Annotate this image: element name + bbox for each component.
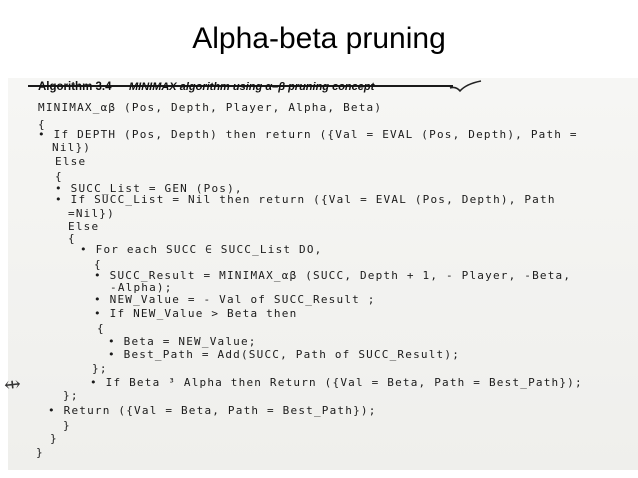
algorithm-caption: MINIMAX algorithm using α–β pruning concept xyxy=(128,81,375,93)
code-line: • SUCC_List = GEN (Pos), xyxy=(55,182,243,195)
code-line: { xyxy=(68,232,76,245)
code-line: }; xyxy=(63,389,79,402)
code-line: } xyxy=(50,432,58,445)
algorithm-header xyxy=(38,80,374,93)
algorithm-number: Algorithm 3.4 xyxy=(38,81,112,93)
code-line: • Return ({Val = Beta, Path = Best_Path}); xyxy=(48,404,377,417)
code-line: =Nil}) xyxy=(68,207,115,220)
pen-check-mark xyxy=(448,78,484,96)
code-line: • If NEW_Value > Beta then xyxy=(94,307,298,320)
code-line: -Alpha); xyxy=(110,281,173,294)
code-line: • Best_Path = Add(SUCC, Path of SUCC_Result); xyxy=(108,348,461,361)
margin-annotation: ⇹ xyxy=(2,371,22,397)
code-line: } xyxy=(36,446,44,459)
code-line: • For each SUCC ∈ SUCC_List DO, xyxy=(80,243,323,256)
code-line: Nil}) xyxy=(52,141,92,154)
code-line: • Beta = NEW_Value; xyxy=(108,335,257,348)
code-line: • If SUCC_List = Nil then return ({Val = EVAL (Pos, Depth), Path xyxy=(55,193,556,206)
code-line: MINIMAX_αβ (Pos, Depth, Player, Alpha, Beta) xyxy=(38,101,383,114)
code-line: }; xyxy=(92,362,108,375)
code-line: { xyxy=(38,118,46,131)
code-line: • If DEPTH (Pos, Depth) then return ({Val = EVAL (Pos, Depth), Path = xyxy=(38,128,578,141)
code-line: { xyxy=(97,322,105,335)
code-line: { xyxy=(94,258,102,271)
code-line: • If Beta ³ Alpha then Return ({Val = Beta, Path = Best_Path}); xyxy=(90,376,583,389)
code-line: } xyxy=(63,419,71,432)
slide-title: Alpha-beta pruning xyxy=(192,22,446,55)
code-line: • SUCC_Result = MINIMAX_αβ (SUCC, Depth + 1, - Player, -Beta, xyxy=(94,269,572,282)
code-line: { xyxy=(55,170,63,183)
code-line: • NEW_Value = - Val of SUCC_Result ; xyxy=(94,293,376,306)
code-line: Else xyxy=(55,155,87,168)
code-line: Else xyxy=(68,220,100,233)
